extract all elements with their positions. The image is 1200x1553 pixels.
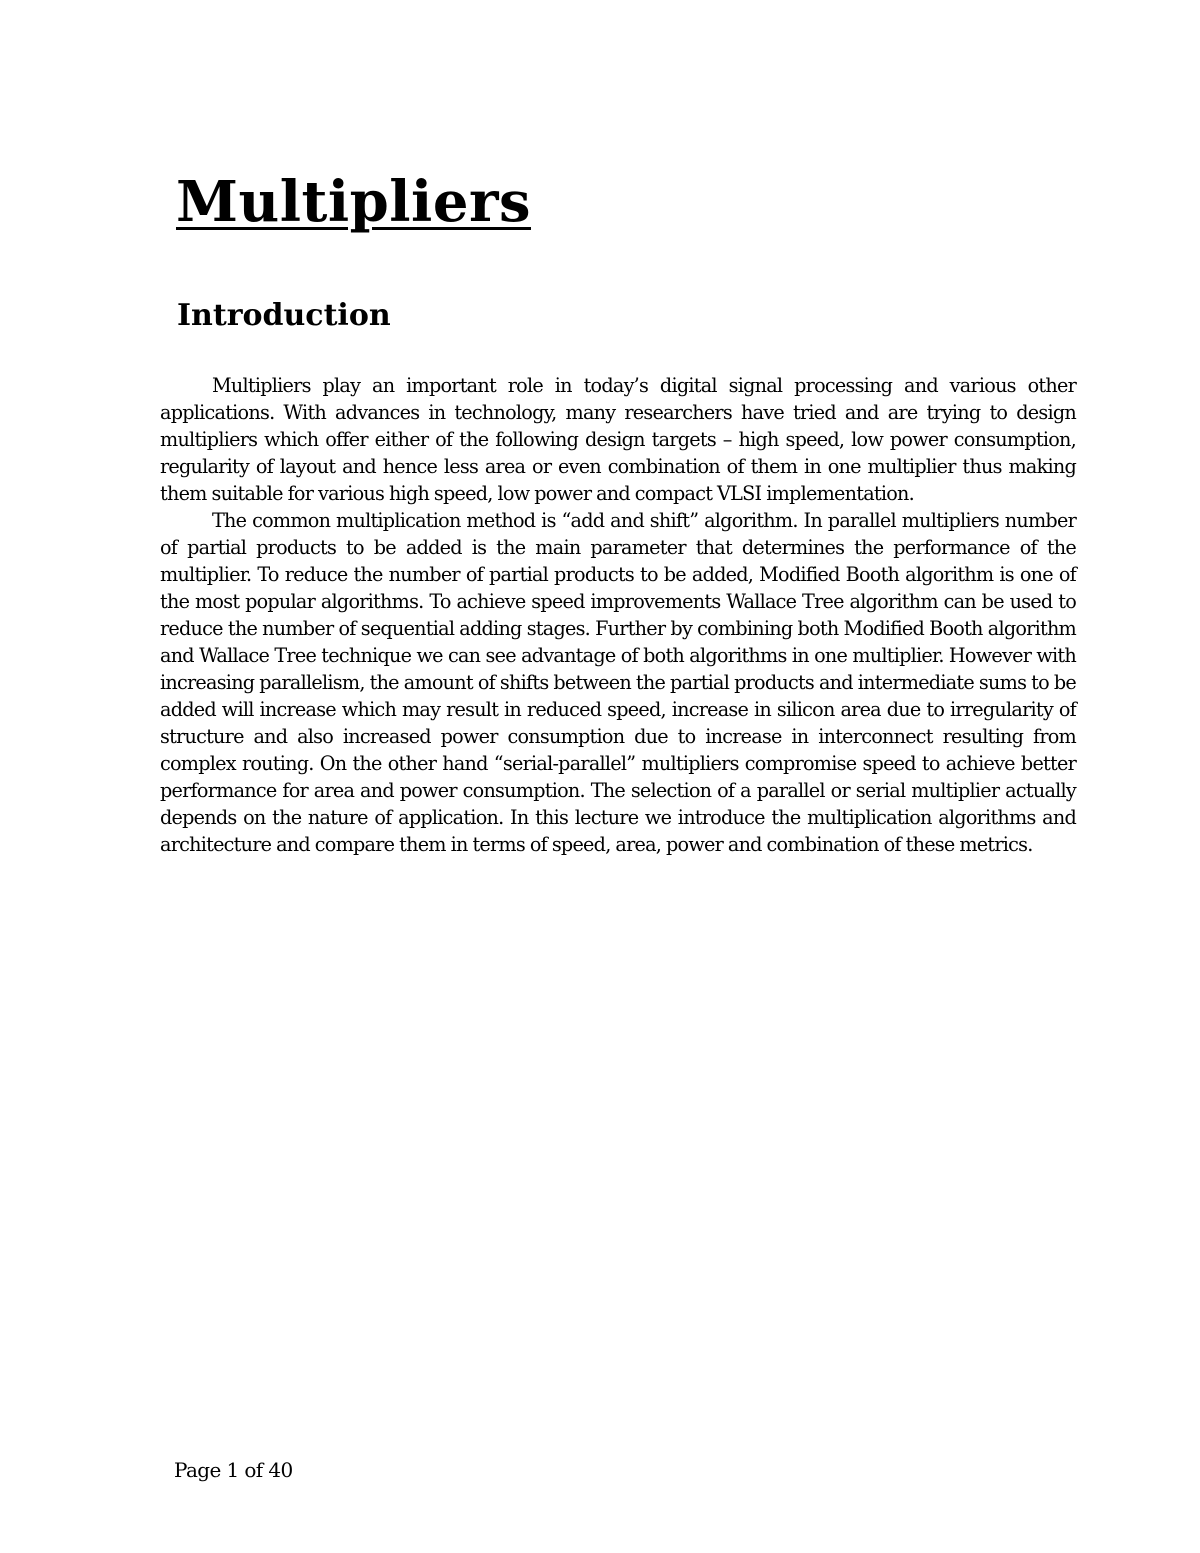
page-title: Multipliers [176, 169, 531, 235]
body-text [160, 372, 1076, 858]
section-heading-introduction: Introduction [177, 298, 391, 333]
paragraph-2: The common multiplication method is “add and shift” algorithm. In parallel multipliers number of partial products to be added is the main parameter that determines the performance of the multiplier. To reduce the number of partial products to be added, Modified Booth algorithm is one of the most popular algorithms. To achieve speed improvements Wallace Tree algorithm can be used to reduce the number of sequential adding stages. Further by combining both Modified Booth algorithm and Wallace Tree technique we can see advantage of both algorithms in one multiplier. However with increasing parallelism, the amount of shifts between the partial products and intermediate sums to be added will increase which may result in reduced speed, increase in silicon area due to irregularity of structure and also increased power consumption due to increase in interconnect resulting from complex routing. On the other hand “serial-parallel” multipliers compromise speed to achieve better performance for area and power consumption. The selection of a parallel or serial multiplier actually depends on the nature of application. In this lecture we introduce the multiplication algorithms and architecture and compare them in terms of speed, area, power and combination of these metrics. [160, 509, 1076, 856]
paragraph-1: Multipliers play an important role in today’s digital signal processing and various other applications. With advances in technology, many researchers have tried and are trying to design multipliers which offer either of the following design targets – high speed, low power consumption, regularity of layout and hence less area or even combination of them in one multiplier thus making them suitable for various high speed, low power and compact VLSI implementation. [160, 374, 1076, 505]
page-number-footer: Page 1 of 40 [174, 1458, 293, 1482]
